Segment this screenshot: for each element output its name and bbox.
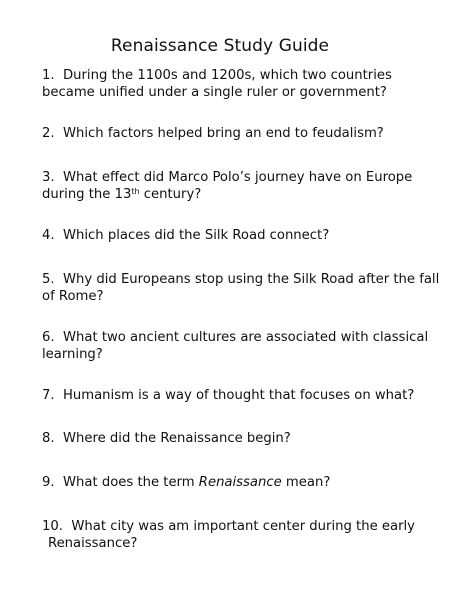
question-text: During the 1100s and 1200s, which two countries (62, 68, 392, 83)
page-title: Renaissance Study Guide (110, 36, 330, 56)
question-text: Why did Europeans stop using the Silk Road after the fall (62, 272, 440, 287)
question-10-line-1 (42, 519, 447, 536)
question-number: 5. (42, 272, 55, 287)
question-4-line-1 (42, 228, 447, 245)
question-text: What city was am important center during the early (71, 519, 415, 534)
question-7 (42, 388, 447, 405)
question-1-line-2: became unified under a single ruler or government? (42, 84, 387, 100)
question-text-before-superscript: during the 13 (42, 186, 132, 202)
question-text: Where did the Renaissance begin? (62, 431, 291, 446)
ordinal-superscript: th (131, 186, 140, 196)
question-text: Which factors helped bring an end to feudalism? (62, 126, 384, 141)
question-5 (42, 272, 447, 305)
question-number: 6. (42, 330, 55, 345)
question-9-line-1 (42, 475, 447, 492)
question-8 (42, 431, 447, 448)
question-6 (42, 330, 447, 363)
question-6-line-1 (42, 330, 447, 347)
question-number: 4. (42, 228, 55, 243)
question-6-line-2: learning? (42, 346, 103, 362)
question-4 (42, 228, 447, 245)
question-10 (42, 519, 447, 552)
question-number: 7. (42, 388, 55, 403)
question-number: 2. (42, 126, 55, 141)
question-number: 8. (42, 431, 55, 446)
question-text-after-superscript: century? (139, 186, 202, 202)
question-number: 1. (42, 68, 55, 83)
question-text: What two ancient cultures are associated with classical (62, 330, 429, 345)
question-3-line-1 (42, 170, 447, 187)
question-3-line-2 (42, 187, 447, 204)
question-number: 9. (42, 475, 55, 490)
question-number: 10. (42, 519, 63, 534)
question-text: Humanism is a way of thought that focuses on what? (62, 388, 415, 403)
question-2 (42, 126, 447, 143)
question-10-line-2: Renaissance? (48, 535, 138, 551)
question-text-before-emphasis: What does the term (62, 475, 199, 490)
question-7-line-1 (42, 388, 447, 405)
question-1 (42, 68, 447, 101)
question-text: Which places did the Silk Road connect? (62, 228, 330, 243)
question-2-line-1 (42, 126, 447, 143)
question-1-line-1 (42, 68, 447, 85)
question-text-after-emphasis: mean? (281, 475, 331, 490)
question-8-line-1 (42, 431, 447, 448)
emphasized-term: Renaissance (198, 475, 282, 490)
question-5-line-2: of Rome? (42, 288, 104, 304)
question-number: 3. (42, 170, 55, 185)
question-5-line-1 (42, 272, 447, 289)
question-3 (42, 170, 447, 203)
question-text: What effect did Marco Polo’s journey have on Europe (62, 170, 413, 185)
question-9 (42, 475, 447, 492)
